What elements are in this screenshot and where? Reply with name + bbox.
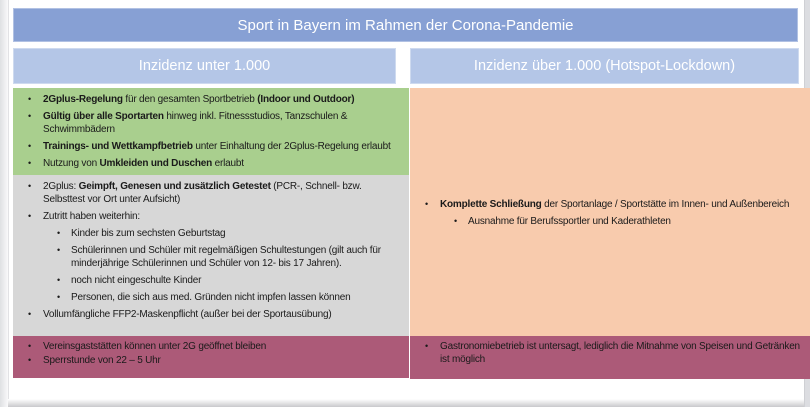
list-item-text: Nutzung von Umkleiden und Duschen erlaubt [43, 158, 244, 169]
list-item-text: 2Gplus-Regelung für den gesamten Sportbetrieb (Indoor und Outdoor) [43, 94, 355, 105]
bullet-icon: • [28, 211, 31, 221]
bullet-icon: • [28, 309, 31, 319]
bullet-icon: • [28, 94, 31, 104]
section-2gplus-rules-green [13, 88, 409, 180]
list-item [21, 340, 404, 353]
list-item-text: Komplette Schließung der Sportanlage / Sportstätte im Innen- und Außenbereich [440, 199, 790, 210]
list-item [21, 227, 404, 240]
list-item-text: Zutritt haben weiterhin: [43, 211, 140, 222]
bullet-icon: • [57, 292, 60, 302]
right-column-header-label: Inzidenz über 1.000 (Hotspot-Lockdown) [473, 58, 736, 74]
bullet-icon: • [425, 199, 428, 209]
bullet-icon: • [28, 141, 31, 151]
bullet-icon: • [28, 341, 31, 351]
list-item-text: 2Gplus: Geimpft, Genesen und zusätzlich Getestet (PCR-, Schnell- bzw. Selbsttest vor Ort unter Aufsicht) [43, 181, 362, 205]
list-item [418, 340, 807, 366]
list-item-text: Trainings- und Wettkampfbetrieb unter Einhaltung der 2Gplus-Regelung erlaubt [43, 141, 391, 152]
bullet-icon: • [28, 181, 31, 191]
bullet-icon: • [57, 228, 60, 238]
list-item-text: Vereinsgaststätten können unter 2G geöffnet bleiben [43, 341, 267, 352]
list-item [21, 308, 404, 321]
header-inzidenz-ueber-1000 [410, 48, 799, 84]
section-gastronomy-right-maroon [410, 336, 810, 379]
section-gastronomy-left-maroon [13, 336, 409, 378]
list-item [21, 244, 404, 270]
bullet-icon: • [454, 216, 457, 226]
list-item-text: Ausnahme für Berufssportler und Kaderathleten [468, 216, 671, 227]
section-access-details-gray [13, 175, 409, 340]
list-item-text: Sperrstunde von 22 – 5 Uhr [43, 355, 161, 366]
bullet-icon: • [28, 111, 31, 121]
left-column-header-label: Inzidenz unter 1.000 [138, 58, 271, 74]
list-item [21, 354, 404, 367]
bullet-icon: • [28, 355, 31, 365]
page-edge-bottom [8, 399, 804, 407]
list-item [21, 157, 404, 170]
list-item-text: Gastronomiebetrieb ist untersagt, lediglich die Mitnahme von Speisen und Getränken ist möglich [440, 341, 800, 365]
header-inzidenz-unter-1000 [13, 48, 396, 84]
list-item-text: noch nicht eingeschulte Kinder [71, 275, 202, 286]
list-item [418, 215, 807, 228]
list-item [21, 110, 404, 136]
slide-title: Sport in Bayern im Rahmen der Corona-Pandemie [237, 16, 574, 34]
list-item-text: Gültig über alle Sportarten hinweg inkl. Fitnessstudios, Tanzschulen & Schwimmbädern [43, 111, 348, 135]
list-item [21, 93, 404, 106]
bullet-icon: • [57, 245, 60, 255]
list-item-text: Vollumfängliche FFP2-Maskenpflicht (außer bei der Sportausübung) [43, 309, 332, 320]
page-edge-left [0, 0, 9, 407]
list-item [21, 140, 404, 153]
list-item-text: Kinder bis zum sechsten Geburtstag [71, 228, 226, 239]
list-item [21, 291, 404, 304]
bullet-icon: • [425, 341, 428, 351]
list-item-text: Schülerinnen und Schüler mit regelmäßigen Schultestungen (gilt auch für minderjährige Schülerinnen und Schüler von 12- bis 17 Jahren). [71, 245, 381, 269]
list-item [418, 198, 807, 211]
list-item-text: Personen, die sich aus med. Gründen nicht impfen lassen können [71, 292, 351, 303]
list-item [21, 180, 404, 206]
bullet-icon: • [57, 275, 60, 285]
title-bar [13, 8, 798, 42]
list-item [21, 210, 404, 223]
bullet-icon: • [28, 158, 31, 168]
list-item [21, 274, 404, 287]
section-lockdown-orange [410, 88, 810, 340]
